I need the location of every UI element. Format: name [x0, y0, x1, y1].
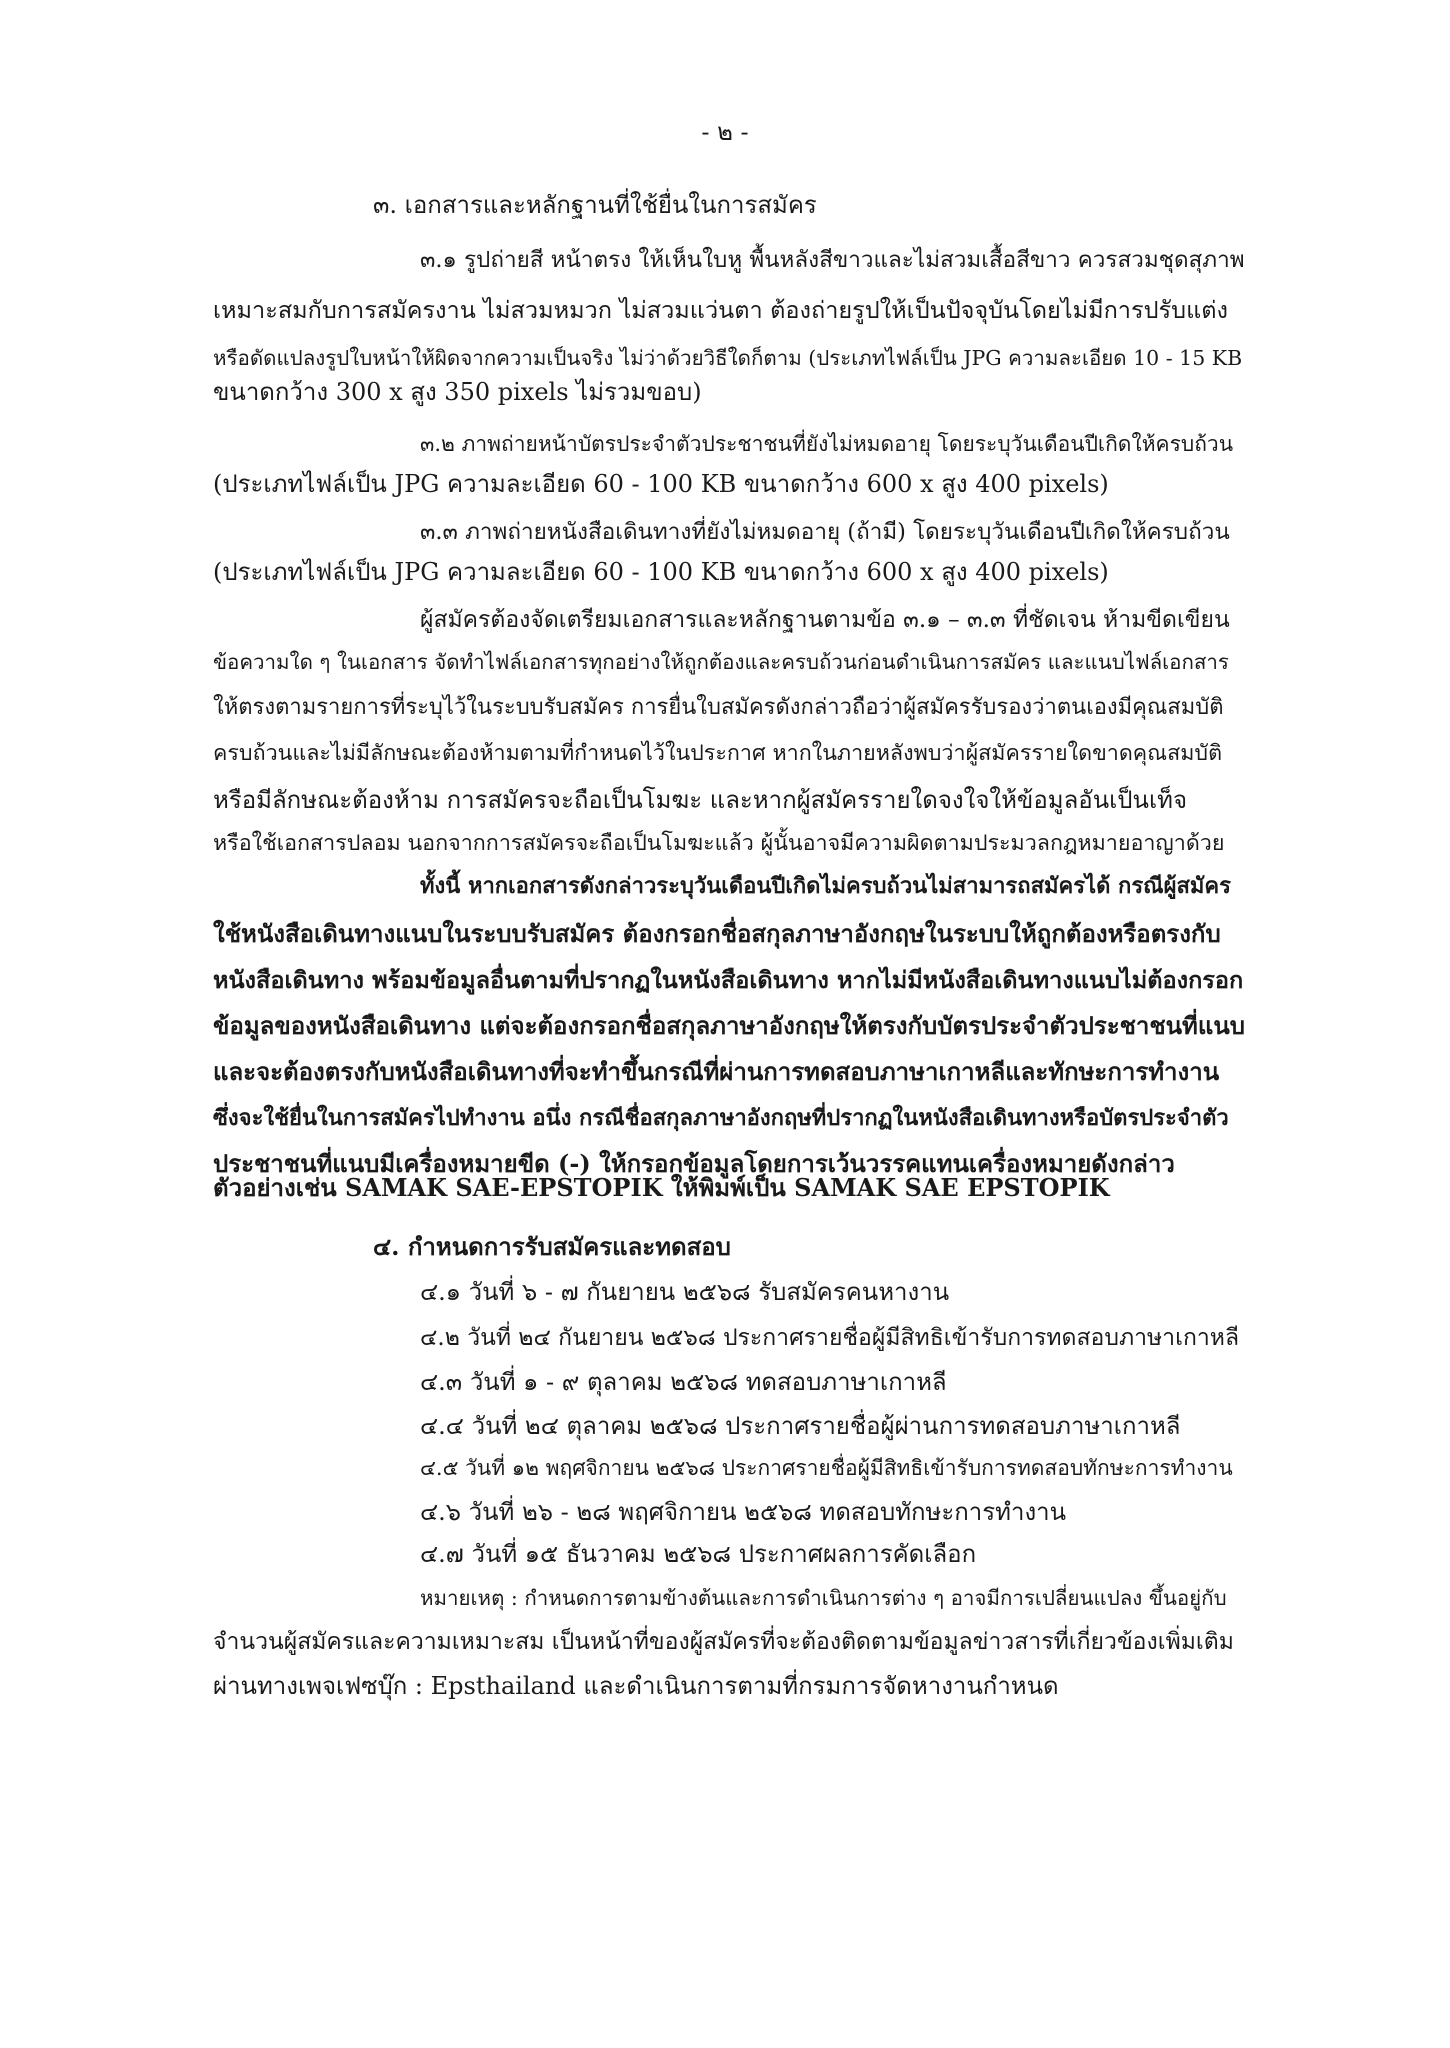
note-line-3: ผ่านทางเพจเฟซบุ๊ก : Epsthailand และดำเนินการตามที่กรมการจัดหางานกำหนด [213, 1672, 1059, 1700]
bold-line-4: ข้อมูลของหนังสือเดินทาง แต่จะต้องกรอกชื่อสกุลภาษาอังกฤษให้ตรงกับบัตรประจำตัวประชาชนที่แนบ [213, 1011, 1245, 1040]
item33-line-2: (ประเภทไฟล์เป็น JPG ความละเอียด 60 - 100 KB ขนาดกว้าง 600 x สูง 400 pixels) [213, 558, 1109, 586]
bold-line-3: หนังสือเดินทาง พร้อมข้อมูลอื่นตามที่ปรากฏในหนังสือเดินทาง หากไม่มีหนังสือเดินทางแนบไม่ต้องกรอก [213, 966, 1244, 994]
bold-line-1: ทั้งนี้ หากเอกสารดังกล่าวระบุวันเดือนปีเกิดไม่ครบถ้วนไม่สามารถสมัครได้ กรณีผู้สมัคร [420, 873, 1231, 899]
bold-line-8: ตัวอย่างเช่น SAMAK SAE-EPSTOPIK ให้พิมพ์เป็น SAMAK SAE EPSTOPIK [213, 1173, 1110, 1202]
note-line-2: จำนวนผู้สมัครและความเหมาะสม เป็นหน้าที่ของผู้สมัครที่จะต้องติดตามข้อมูลข่าวสารที่เกี่ยวข้องเพิ่มเติม [213, 1629, 1234, 1655]
page-number: - ๒ - [701, 118, 749, 146]
item31-line-3: หรือดัดแปลงรูปใบหน้าให้ผิดจากความเป็นจริง ไม่ว่าด้วยวิธีใดก็ตาม (ประเภทไฟล์เป็น JPG ความละเอียด 10 - 15 KB [213, 346, 1243, 370]
item32-line-2: (ประเภทไฟล์เป็น JPG ความละเอียด 60 - 100 KB ขนาดกว้าง 600 x สูง 400 pixels) [213, 470, 1109, 498]
para-line-3: ให้ตรงตามรายการที่ระบุไว้ในระบบรับสมัคร การยื่นใบสมัครดังกล่าวถือว่าผู้สมัครรับรองว่าตนเองมีคุณสมบัติ [213, 695, 1224, 720]
item33-line-1: ๓.๓ ภาพถ่ายหนังสือเดินทางที่ยังไม่หมดอายุ (ถ้ามี) โดยระบุวันเดือนปีเกิดให้ครบถ้วน [420, 519, 1230, 545]
note-line-1: หมายเหตุ : กำหนดการตามข้างต้นและการดำเนินการต่าง ๆ อาจมีการเปลี่ยนแปลง ขึ้นอยู่กับ [420, 1586, 1227, 1610]
schedule-item-5: ๔.๕ วันที่ ๑๒ พฤศจิกายน ๒๕๖๘ ประกาศรายชื่อผู้มีสิทธิเข้ารับการทดสอบทักษะการทำงาน [420, 1456, 1233, 1480]
bold-line-6: ซึ่งจะใช้ยื่นในการสมัครไปทำงาน อนึ่ง กรณีชื่อสกุลภาษาอังกฤษที่ปรากฏในหนังสือเดินทางหรือบัตรประจำตัว [213, 1105, 1229, 1131]
item31-line-4: ขนาดกว้าง 300 x สูง 350 pixels ไม่รวมขอบ) [213, 378, 702, 406]
para-line-4: ครบถ้วนและไม่มีลักษณะต้องห้ามตามที่กำหนดไว้ในประกาศ หากในภายหลังพบว่าผู้สมัครรายใดขาดคุณสมบัติ [213, 741, 1223, 766]
bold-line-2: ใช้หนังสือเดินทางแนบในระบบรับสมัคร ต้องกรอกชื่อสกุลภาษาอังกฤษในระบบให้ถูกต้องหรือตรงกับ [213, 919, 1221, 948]
schedule-item-2: ๔.๒ วันที่ ๒๔ กันยายน ๒๕๖๘ ประกาศรายชื่อผู้มีสิทธิเข้ารับการทดสอบภาษาเกาหลี [420, 1325, 1240, 1351]
section3-heading: ๓. เอกสารและหลักฐานที่ใช้ยื่นในการสมัคร [373, 191, 817, 219]
para-line-5: หรือมีลักษณะต้องห้าม การสมัครจะถือเป็นโมฆะ และหากผู้สมัครรายใดจงใจให้ข้อมูลอันเป็นเท็จ [213, 786, 1188, 814]
item31-line-1: ๓.๑ รูปถ่ายสี หน้าตรง ให้เห็นใบหู พื้นหลังสีขาวและไม่สวมเสื้อสีขาว ควรสวมชุดสุภาพ [420, 247, 1245, 273]
bold-line-5: และจะต้องตรงกับหนังสือเดินทางที่จะทำขึ้นกรณีที่ผ่านการทดสอบภาษาเกาหลีและทักษะการทำงาน [213, 1057, 1220, 1086]
para-line-1: ผู้สมัครต้องจัดเตรียมเอกสารและหลักฐานตามข้อ ๓.๑ – ๓.๓ ที่ชัดเจน ห้ามขีดเขียน [420, 607, 1230, 633]
schedule-item-6: ๔.๖ วันที่ ๒๖ - ๒๘ พฤศจิกายน ๒๕๖๘ ทดสอบทักษะการทำงาน [420, 1498, 1067, 1526]
bold-line-7: ประชาชนที่แนบมีเครื่องหมายขีด (-) ให้กรอกข้อมูลโดยการเว้นวรรคแทนเครื่องหมายดังกล่าว [213, 1149, 1175, 1178]
schedule-item-3: ๔.๓ วันที่ ๑ - ๙ ตุลาคม ๒๕๖๘ ทดสอบภาษาเกาหลี [420, 1368, 947, 1396]
schedule-item-7: ๔.๗ วันที่ ๑๕ ธันวาคม ๒๕๖๘ ประกาศผลการคัดเลือก [420, 1540, 977, 1568]
section4-heading: ๔. กำหนดการรับสมัครและทดสอบ [373, 1232, 731, 1261]
para-line-2: ข้อความใด ๆ ในเอกสาร จัดทำไฟล์เอกสารทุกอย่างให้ถูกต้องและครบถ้วนก่อนดำเนินการสมัคร และแนบไฟล์เอกสาร [213, 650, 1229, 674]
item32-line-1: ๓.๒ ภาพถ่ายหน้าบัตรประจำตัวประชาชนที่ยังไม่หมดอายุ โดยระบุวันเดือนปีเกิดให้ครบถ้วน [420, 432, 1234, 456]
schedule-item-4: ๔.๔ วันที่ ๒๔ ตุลาคม ๒๕๖๘ ประกาศรายชื่อผู้ผ่านการทดสอบภาษาเกาหลี [420, 1412, 1181, 1440]
item31-line-2: เหมาะสมกับการสมัครงาน ไม่สวมหมวก ไม่สวมแว่นตา ต้องถ่ายรูปให้เป็นปัจจุบันโดยไม่มีการปรับแต่ง [213, 296, 1228, 324]
schedule-item-1: ๔.๑ วันที่ ๖ - ๗ กันยายน ๒๕๖๘ รับสมัครคนหางาน [420, 1278, 950, 1306]
para-line-6: หรือใช้เอกสารปลอม นอกจากการสมัครจะถือเป็นโมฆะแล้ว ผู้นั้นอาจมีความผิดตามประมวลกฎหมายอาญาด้วย [213, 831, 1225, 856]
